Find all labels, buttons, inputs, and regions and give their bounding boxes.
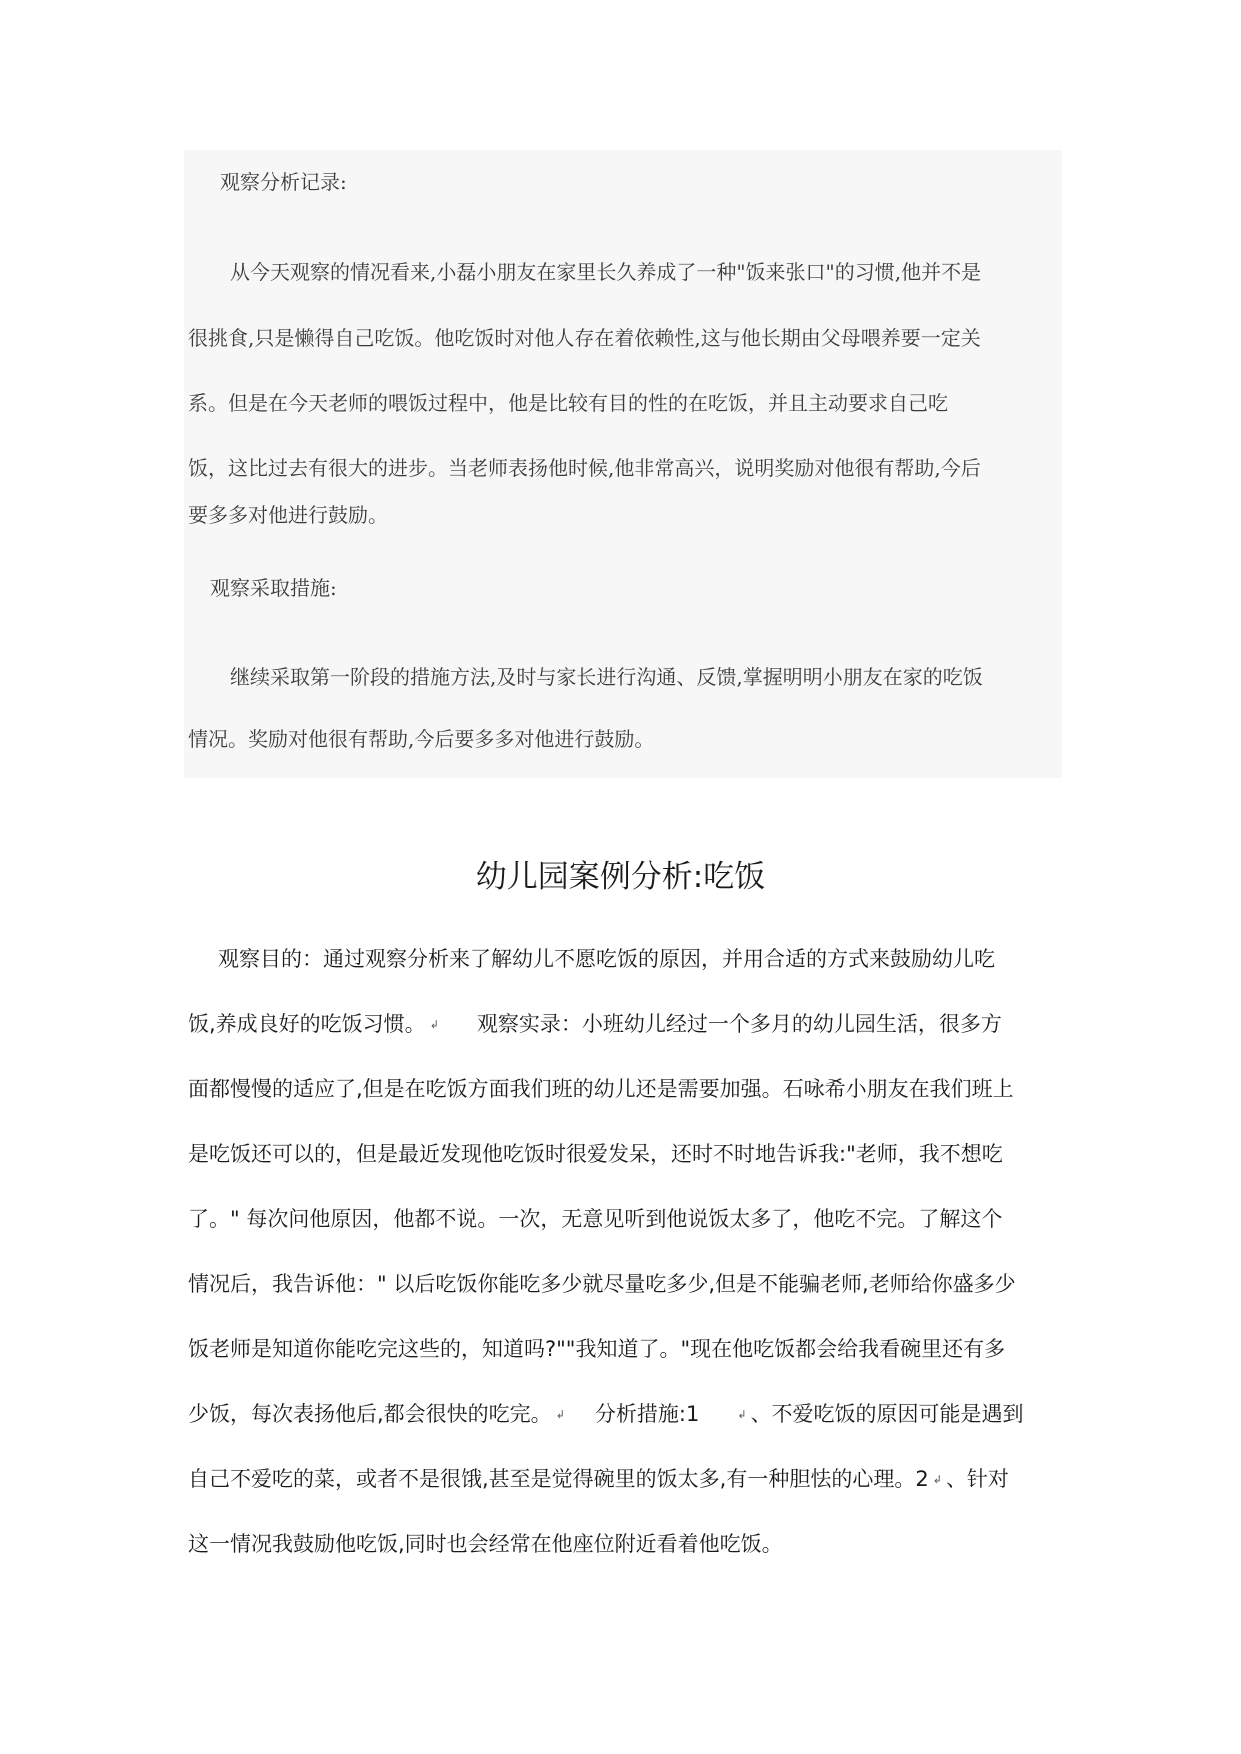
- paragraph-mark-icon: ↲: [555, 1408, 565, 1421]
- case-line: 了。" 每次问他原因，他都不说。一次，无意见听到他说饭太多了，他吃不完。了解这个: [188, 1207, 1003, 1231]
- measures-line: 情况。奖励对他很有帮助,今后要多多对他进行鼓励。: [188, 727, 655, 751]
- analysis-line: 饭，这比过去有很大的进步。当老师表扬他时候,他非常高兴，说明奖励对他很有帮助,今后: [188, 456, 981, 480]
- case-line: [188, 1466, 1009, 1493]
- case-line: 这一情况我鼓励他吃饭,同时也会经常在他座位附近看着他吃饭。: [188, 1532, 783, 1556]
- paragraph-mark-icon: ↲: [932, 1473, 942, 1486]
- paragraph-mark-icon: ↲: [737, 1408, 747, 1421]
- measures-heading: 观察采取措施:: [210, 576, 337, 600]
- case-line: 情况后，我告诉他：" 以后吃饭你能吃多少就尽量吃多少,但是不能骗老师,老师给你盛多少: [188, 1272, 1016, 1296]
- analysis-line: 系。但是在今天老师的喂饭过程中，他是比较有目的性的在吃饭，并且主动要求自己吃: [188, 391, 948, 415]
- case-title: 幼儿园案例分析:吃饭: [475, 859, 766, 895]
- case-text: 饭,养成良好的吃饭习惯。: [188, 1012, 426, 1036]
- case-text: 少饭，每次表扬他后,都会很快的吃完。: [188, 1402, 552, 1426]
- case-line: 是吃饭还可以的，但是最近发现他吃饭时很爱发呆，还时不时地告诉我:"老师，我不想吃: [188, 1142, 1003, 1166]
- case-line: [188, 1011, 1002, 1038]
- case-text: 自己不爱吃的菜，或者不是很饿,甚至是觉得碗里的饭太多,有一种胆怯的心理。2: [188, 1467, 929, 1491]
- analysis-line: 很挑食,只是懒得自己吃饭。他吃饭时对他人存在着依赖性,这与他长期由父母喂养要一定关: [188, 326, 981, 350]
- case-text: 、不爱吃饭的原因可能是遇到: [750, 1402, 1024, 1426]
- analysis-line: 要多多对他进行鼓励。: [188, 503, 388, 527]
- case-line: [188, 1401, 1024, 1428]
- analysis-heading: 观察分析记录:: [220, 170, 347, 194]
- case-text: 、针对: [945, 1467, 1009, 1491]
- case-line: 观察目的：通过观察分析来了解幼儿不愿吃饭的原因，并用合适的方式来鼓励幼儿吃: [218, 947, 995, 971]
- case-text: 分析措施:1: [594, 1402, 700, 1426]
- analysis-line: 从今天观察的情况看来,小磊小朋友在家里长久养成了一种"饭来张口"的习惯,他并不是: [230, 260, 982, 284]
- case-text: 观察实录：小班幼儿经过一个多月的幼儿园生活，很多方: [476, 1012, 1002, 1036]
- case-line: 面都慢慢的适应了,但是在吃饭方面我们班的幼儿还是需要加强。石咏希小朋友在我们班上: [188, 1077, 1014, 1101]
- paragraph-mark-icon: ↲: [429, 1018, 439, 1031]
- case-line: 饭老师是知道你能吃完这些的，知道吗?""我知道了。"现在他吃饭都会给我看碗里还有多: [188, 1337, 1006, 1361]
- measures-line: 继续采取第一阶段的措施方法,及时与家长进行沟通、反馈,掌握明明小朋友在家的吃饭: [230, 665, 983, 689]
